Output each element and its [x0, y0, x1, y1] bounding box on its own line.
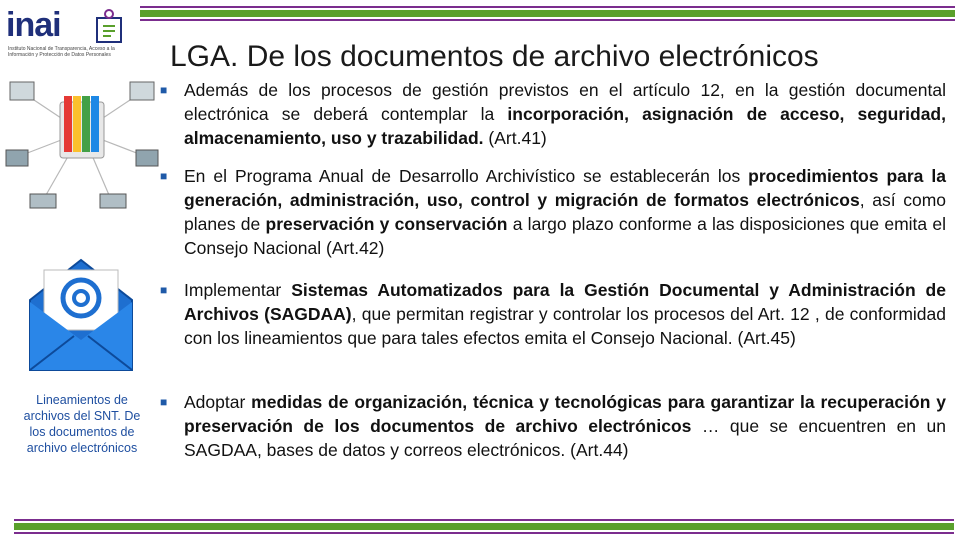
bullet-text — [184, 78, 946, 150]
logo-mark-icon — [94, 8, 124, 44]
email-envelope-illustration — [22, 240, 140, 378]
text-run: … que se encuentren en un SAGDAA, bases de datos y correos electrónicos. (Art.44) — [184, 416, 946, 460]
bullet-square-icon: ■ — [160, 83, 168, 97]
bold-text-run: Sistemas Automatizados para la Gestión Documental y Administración de Archivos (SAGDAA) — [184, 280, 946, 324]
logo-wordmark: inai — [6, 6, 61, 44]
text-run: Implementar — [184, 280, 292, 300]
bullet-square-icon: ■ — [160, 169, 168, 183]
bullet-text — [184, 164, 946, 260]
text-run: , que permitan registrar y controlar los procesos del Art. 12 , de conformidad con los lineamientos que para tales efectos emita el Consejo Nacional. (Art.45) — [184, 304, 946, 348]
document-network-illustration — [2, 62, 162, 222]
inai-logo — [6, 6, 126, 62]
bold-text-run: medidas de organización, técnica y tecnológicas para garantizar la recuperación y preservación de los documentos de archivo electrónicos — [184, 392, 947, 436]
side-caption: Lineamientos de archivos del SNT. De los documentos de archivo electrónicos — [23, 393, 141, 455]
text-run: , así como planes de — [184, 190, 946, 234]
text-run: Además de los procesos de gestión previstos en el artículo 12, en la gestión documental electrónica se deberá contemplar la — [184, 80, 946, 124]
bullet-square-icon: ■ — [160, 395, 168, 409]
bold-text-run: incorporación, asignación de acceso, seguridad, almacenamiento, uso y trazabilidad. — [184, 104, 946, 148]
bold-text-run: procedimientos para la generación, administración, uso, control y migración de formatos electrónicos — [184, 166, 946, 210]
page-title: LGA. De los documentos de archivo electrónicos — [170, 40, 819, 73]
text-run: (Art.41) — [483, 128, 547, 148]
top-rule — [140, 6, 955, 22]
bullet-text — [184, 390, 946, 462]
text-run: En el Programa Anual de Desarrollo Archivístico se establecerán los — [184, 166, 749, 186]
bullet-text — [184, 278, 946, 350]
text-run: a largo plazo conforme a las disposiciones que emita el Consejo Nacional (Art.42) — [184, 214, 947, 258]
bold-text-run: preservación y conservación — [265, 214, 508, 234]
bottom-rule — [14, 519, 954, 535]
text-run: Adoptar — [184, 392, 252, 412]
bullet-square-icon: ■ — [160, 283, 168, 297]
logo-caption: Instituto Nacional de Transparencia, Acceso a la Información y Protección de Datos Personales — [8, 46, 115, 58]
